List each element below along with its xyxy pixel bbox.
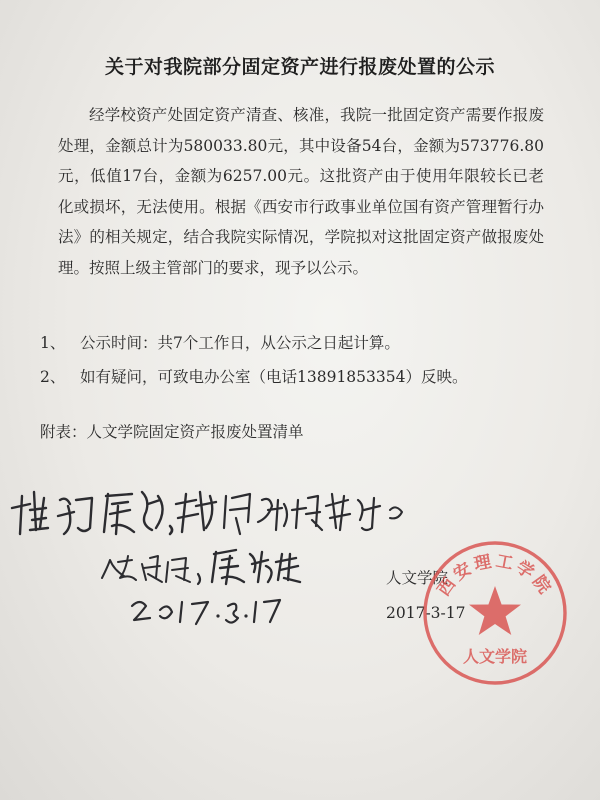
organization-name: 人文学院 bbox=[386, 569, 449, 587]
seal-inner-text: 人文学院 bbox=[462, 647, 528, 666]
seal-text: 西安理工学院 bbox=[434, 551, 556, 600]
list-item-text: 公示时间：共7个工作日，从公示之日起计算。 bbox=[80, 334, 400, 352]
list-item-number: 1、 bbox=[40, 334, 66, 352]
official-seal-icon bbox=[420, 538, 570, 688]
body-paragraph: 经学校资产处固定资产清查、核准，我院一批固定资产需要作报废处理，金额总计为580033.80元，其中设备54台，金额为573776.80元，低值17台，金额为6257.00元。这批资产由于使用年限较长已老化或损坏，无法使用。根据《西安市行政事业单位国有资产管理暂行办法》的相关规定，结合我院实际情况，学院拟对这批固定资产做报废处理。按照上级主管部门的要求，现予以公示。 bbox=[58, 106, 544, 277]
list-item-text: 如有疑问，可致电办公室（电话13891853354）反映。 bbox=[80, 368, 468, 386]
list-item bbox=[40, 360, 560, 394]
list-item-number: 2、 bbox=[40, 368, 66, 386]
list-item bbox=[40, 326, 560, 360]
notice-list bbox=[40, 326, 560, 394]
document-date: 2017-3-17 bbox=[386, 604, 466, 622]
attachment-note: 附表：人文学院固定资产报废处置清单 bbox=[40, 423, 304, 441]
page-title: 关于对我院部分固定资产进行报废处置的公示 bbox=[104, 56, 495, 78]
